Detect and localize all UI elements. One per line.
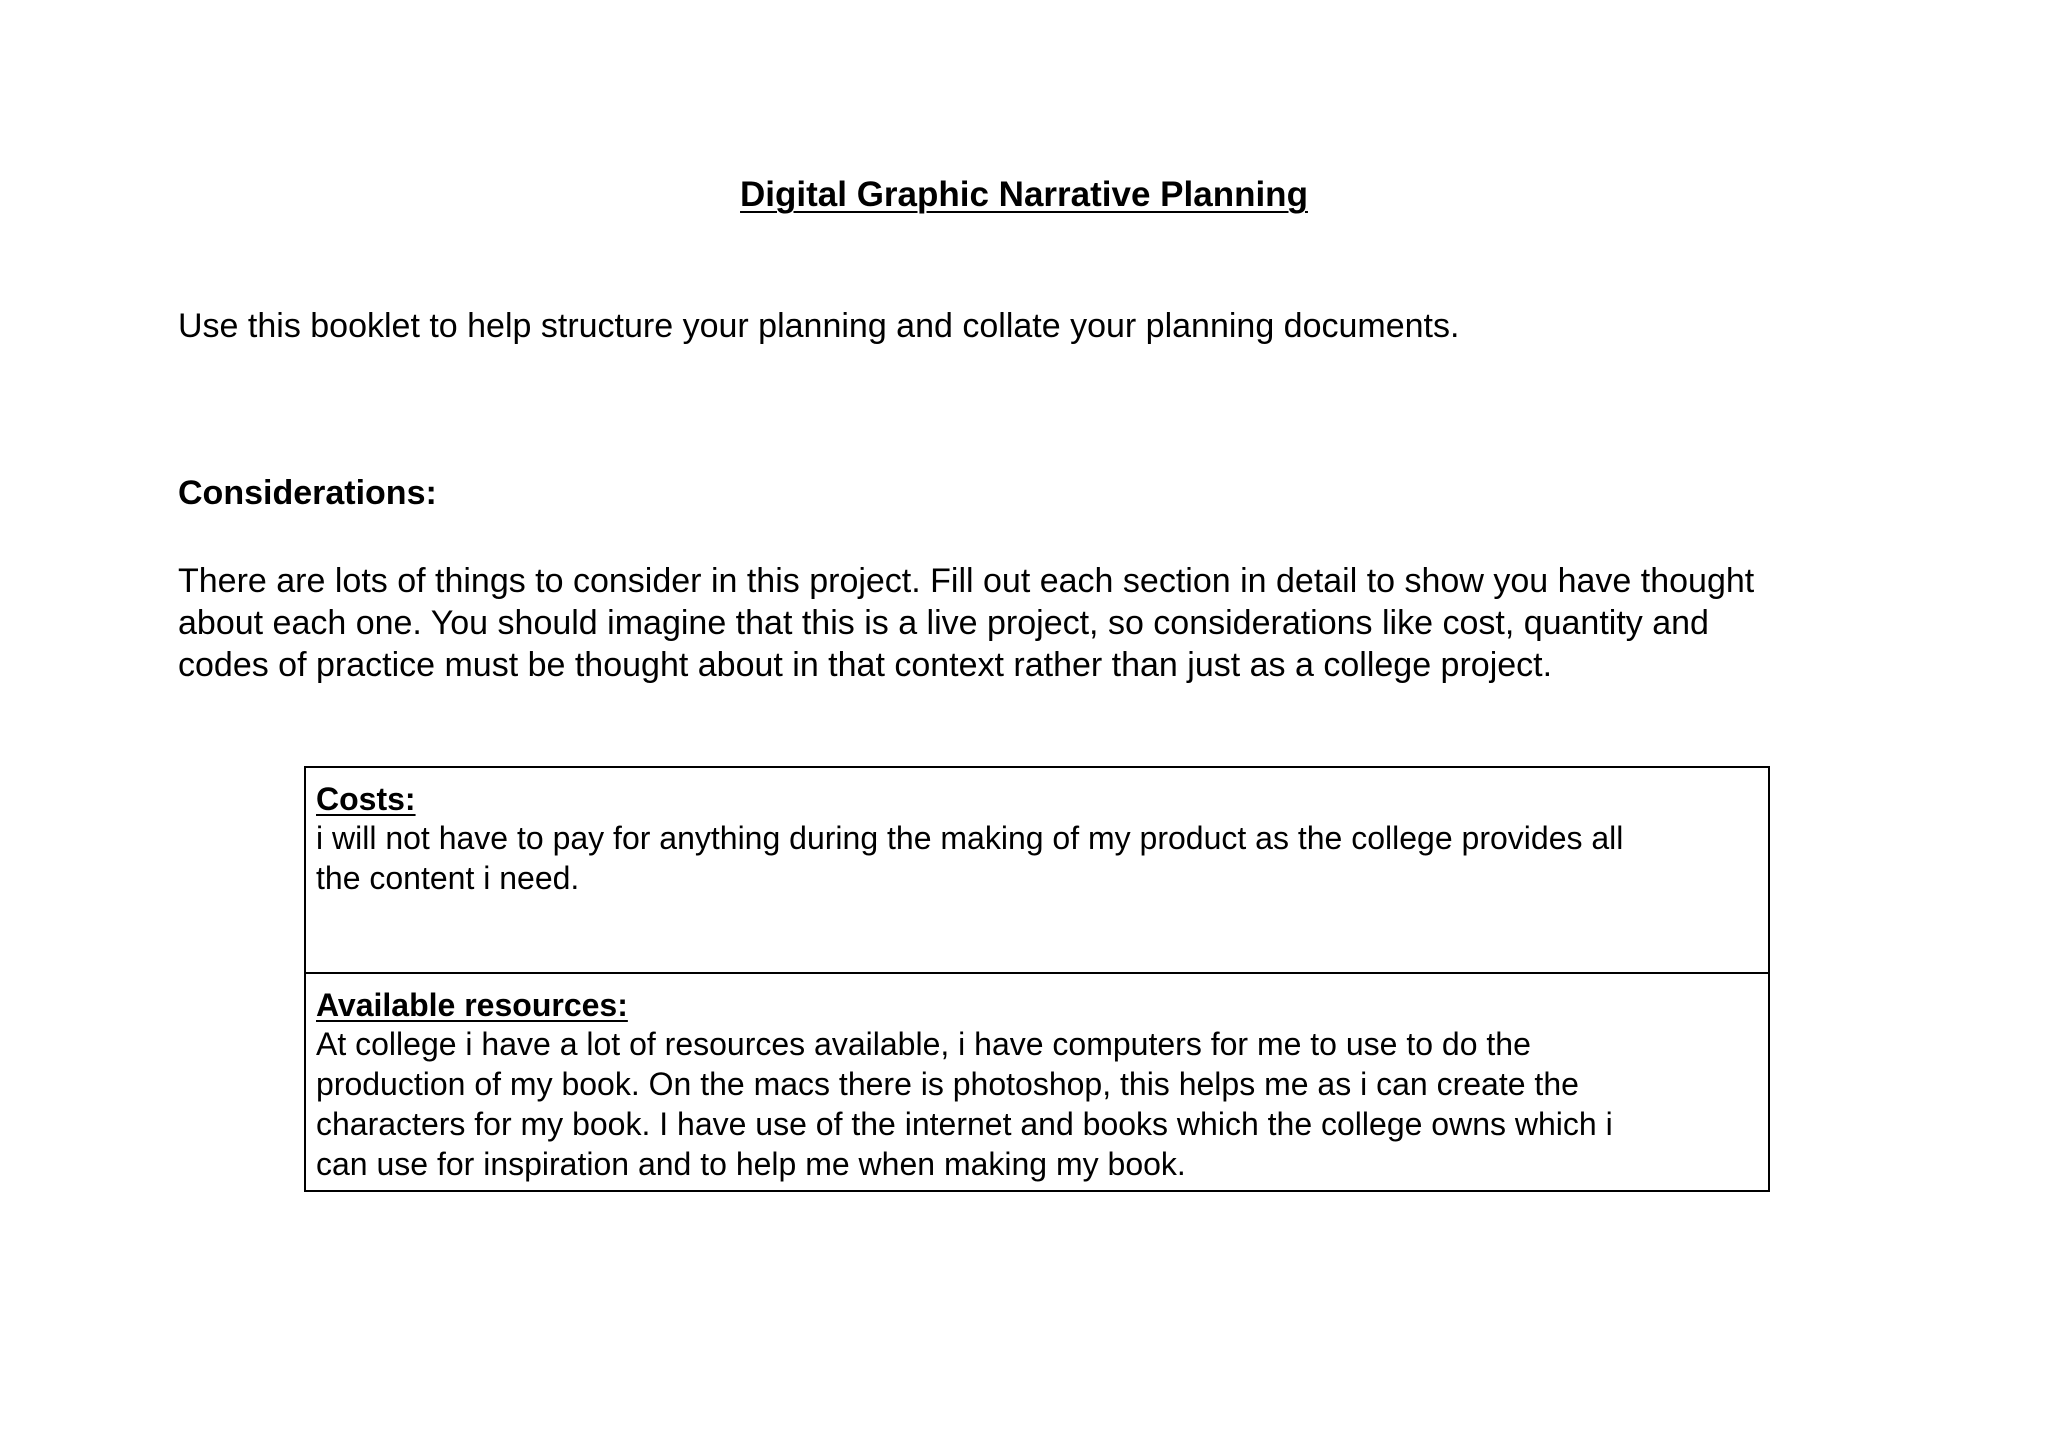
resources-line: characters for my book. I have use of the internet and books which the college owns which i — [316, 1106, 1613, 1142]
resources-heading: Available resources: — [316, 987, 628, 1023]
considerations-heading: Considerations: — [178, 474, 437, 512]
costs-line: the content i need. — [316, 860, 580, 896]
considerations-line: codes of practice must be thought about in that context rather than just as a college project. — [178, 646, 1553, 684]
resources-line: At college i have a lot of resources available, i have computers for me to use to do the — [316, 1026, 1531, 1062]
considerations-table — [304, 766, 1770, 1192]
resources-text — [316, 1024, 1758, 1184]
considerations-line: There are lots of things to consider in this project. Fill out each section in detail to show you have thought — [178, 562, 1755, 600]
resources-cell — [306, 974, 1768, 1190]
page-title: Digital Graphic Narrative Planning — [740, 175, 1308, 214]
costs-cell — [306, 768, 1768, 974]
considerations-line: about each one. You should imagine that this is a live project, so considerations like cost, quantity and — [178, 604, 1709, 642]
costs-line: i will not have to pay for anything during the making of my product as the college provides all — [316, 820, 1624, 856]
costs-heading: Costs: — [316, 781, 416, 817]
intro-text: Use this booklet to help structure your planning and collate your planning documents. — [178, 307, 1460, 345]
resources-line: can use for inspiration and to help me when making my book. — [316, 1146, 1186, 1182]
resources-line: production of my book. On the macs there is photoshop, this helps me as i can create the — [316, 1066, 1579, 1102]
considerations-paragraph — [178, 560, 1898, 686]
costs-text — [316, 818, 1758, 898]
